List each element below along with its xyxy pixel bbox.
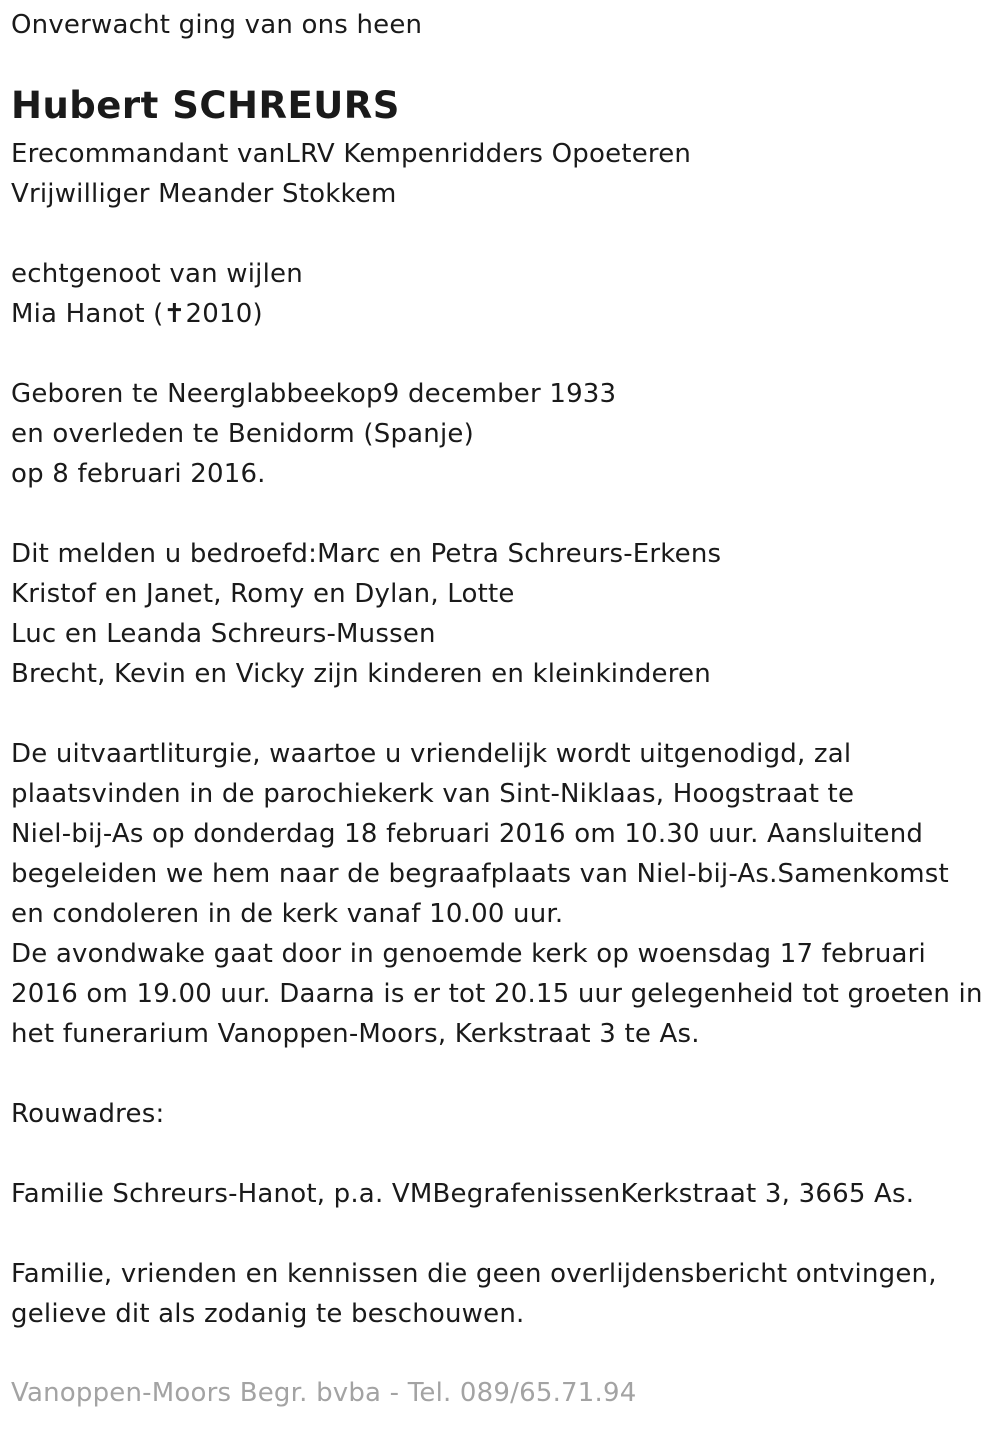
funeral-line: begeleiden we hem naar de begraafplaats van Niel-bij-As.Samenkomst — [11, 859, 949, 889]
address-line: Familie Schreurs-Hanot, p.a. VMBegrafenissenKerkstraat 3, 3665 As. — [11, 1179, 915, 1209]
spouse-block — [11, 254, 303, 334]
funeral-line: De avondwake gaat door in genoemde kerk op woensdag 17 februari — [11, 939, 926, 969]
closing-line: Familie, vrienden en kennissen die geen overlijdensbericht ontvingen, — [11, 1259, 937, 1289]
address-block — [11, 1174, 914, 1214]
funeral-line: het funerarium Vanoppen-Moors, Kerkstraat 3 te As. — [11, 1019, 700, 1049]
spouse-line: Mia Hanot (✝2010) — [11, 299, 263, 329]
title-line: Erecommandant vanLRV Kempenridders Opoeteren — [11, 139, 692, 169]
deceased-titles — [11, 134, 691, 214]
closing-block — [11, 1254, 937, 1334]
spouse-line: echtgenoot van wijlen — [11, 259, 303, 289]
family-line: Luc en Leanda Schreurs-Mussen — [11, 619, 436, 649]
funeral-line: en condoleren in de kerk vanaf 10.00 uur. — [11, 899, 564, 929]
funeral-line: Niel-bij-As op donderdag 18 februari 2016 om 10.30 uur. Aansluitend — [11, 819, 924, 849]
deceased-name: Hubert SCHREURS — [11, 84, 400, 127]
address-label-block — [11, 1094, 164, 1134]
family-block — [11, 534, 721, 694]
life-line: op 8 februari 2016. — [11, 459, 266, 489]
funeral-block — [11, 734, 983, 1054]
life-dates-block — [11, 374, 616, 494]
closing-line: gelieve dit als zodanig te beschouwen. — [11, 1299, 525, 1329]
family-line: Brecht, Kevin en Vicky zijn kinderen en kleinkinderen — [11, 659, 711, 689]
intro-text: Onverwacht ging van ons heen — [11, 10, 423, 40]
family-line: Kristof en Janet, Romy en Dylan, Lotte — [11, 579, 515, 609]
footer-contact: Vanoppen-Moors Begr. bvba - Tel. 089/65.71.94 — [11, 1378, 637, 1408]
address-label: Rouwadres: — [11, 1099, 165, 1129]
family-line: Dit melden u bedroefd:Marc en Petra Schreurs-Erkens — [11, 539, 722, 569]
life-line: en overleden te Benidorm (Spanje) — [11, 419, 474, 449]
funeral-line: plaatsvinden in de parochiekerk van Sint-Niklaas, Hoogstraat te — [11, 779, 855, 809]
funeral-line: De uitvaartliturgie, waartoe u vriendelijk wordt uitgenodigd, zal — [11, 739, 852, 769]
title-line: Vrijwilliger Meander Stokkem — [11, 179, 397, 209]
life-line: Geboren te Neerglabbeekop9 december 1933 — [11, 379, 617, 409]
funeral-line: 2016 om 19.00 uur. Daarna is er tot 20.15 uur gelegenheid tot groeten in — [11, 979, 983, 1009]
